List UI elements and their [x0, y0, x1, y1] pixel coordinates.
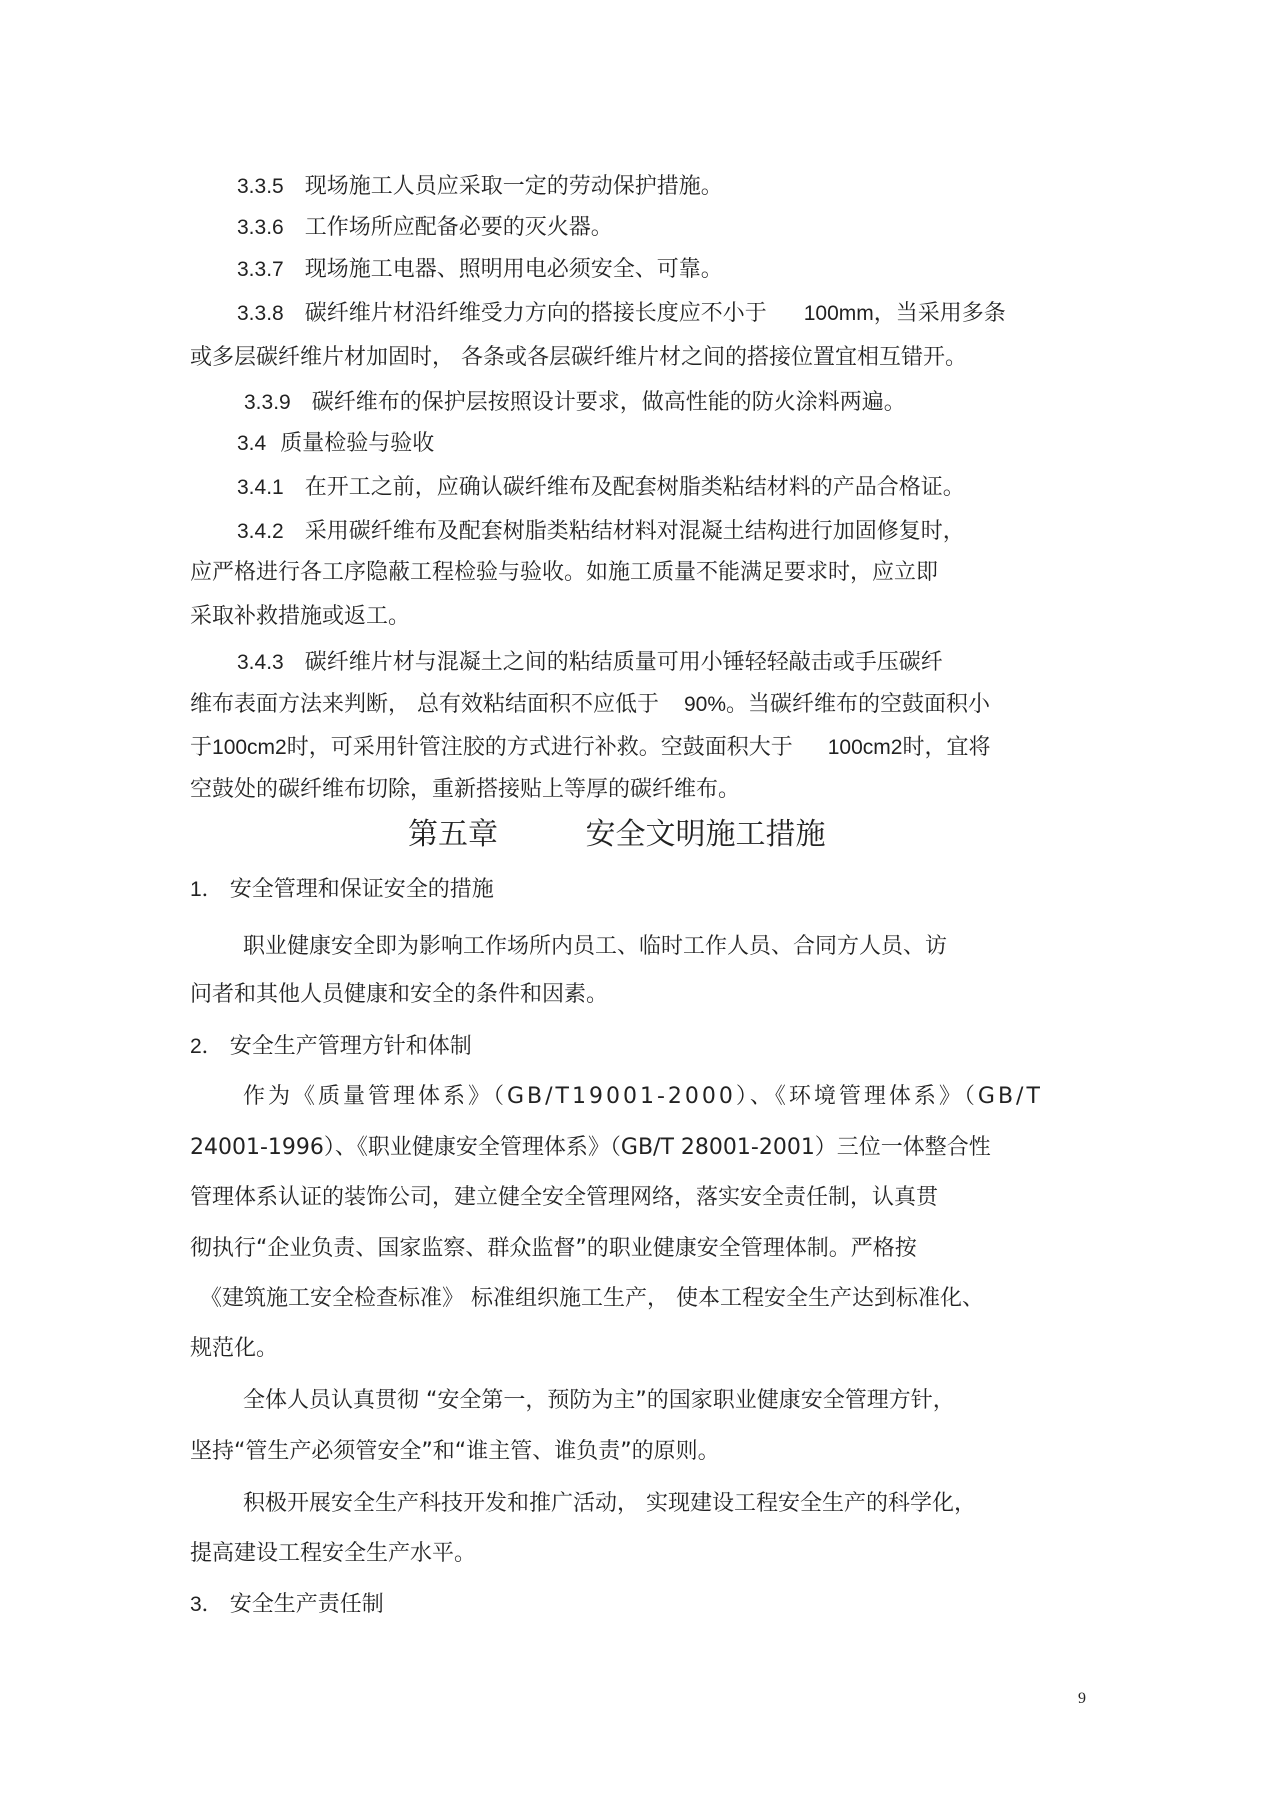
- clause-text: 现场施工电器、照明用电必须安全、可靠。: [304, 257, 723, 282]
- paragraph-2-line-2: 24001-1996）、《职业健康安全管理体系》（GB/T 28001-2001）三位一体整合性: [190, 1135, 991, 1160]
- clause-text: 碳纤维片材沿纤维受力方向的搭接长度应不小于: [304, 301, 767, 326]
- section-number: 1．: [190, 878, 223, 901]
- paragraph-1-line-1: 职业健康安全即为影响工作场所内员工、临时工作人员、合同方人员、访: [243, 934, 948, 959]
- clause-text: 于: [190, 735, 213, 760]
- clause-text: 在开工之前，应确认碳纤维布及配套树脂类粘结材料的产品合格证。: [304, 475, 965, 500]
- clause-3-3-8-cont: 或多层碳纤维片材加固时， 各条或各层碳纤维片材之间的搭接位置宜相互错开。: [190, 345, 967, 370]
- clause-number: 3.3.9: [244, 391, 291, 414]
- paragraph-2-line-1: 作为《质量管理体系》（GB/T19001-2000）、《环境管理体系》（GB/T: [243, 1084, 1043, 1109]
- section-number: 3．: [190, 1593, 223, 1616]
- paragraph-3-line-2: 坚持“管生产必须管安全”和“谁主管、谁负责”的原则。: [190, 1439, 720, 1464]
- clause-3-4-3-cont-3: 空鼓处的碳纤维布切除，重新搭接贴上等厚的碳纤维布。: [190, 777, 741, 802]
- clause-number: 3.4.3: [237, 651, 284, 674]
- section-number: 3.4: [237, 432, 267, 455]
- clause-text: 碳纤维片材与混凝土之间的粘结质量可用小锤轻轻敲击或手压碳纤: [304, 650, 943, 675]
- clause-3-3-6: [237, 213, 613, 243]
- clause-text: 碳纤维布的保护层按照设计要求，做高性能的防火涂料两遍。: [311, 390, 906, 415]
- clause-text-cont: 。当碳纤维布的空鼓面积小: [726, 692, 991, 717]
- clause-3-3-5: [237, 172, 723, 202]
- section-3-heading: [190, 1590, 384, 1620]
- section-1-heading: [190, 875, 494, 905]
- paragraph-2-line-4: 彻执行“企业负责、国家监察、群众监督”的职业健康安全管理体制。严格按: [190, 1236, 917, 1261]
- section-3-4: [237, 429, 434, 459]
- clause-3-4-1: [237, 473, 965, 503]
- page-number: 9: [1078, 1690, 1086, 1707]
- clause-value: 100cm2: [212, 736, 287, 759]
- clause-3-4-2-cont-2: 采取补救措施或返工。: [190, 604, 411, 629]
- paragraph-2-line-5: 《建筑施工安全检查标准》 标准组织施工生产， 使本工程安全生产达到标准化、: [200, 1286, 984, 1311]
- clause-value: 90%: [684, 693, 727, 716]
- clause-text: 采用碳纤维布及配套树脂类粘结材料对混凝土结构进行加固修复时，: [304, 519, 965, 544]
- section-title: 安全管理和保证安全的措施: [229, 877, 494, 902]
- clause-text: 工作场所应配备必要的灭火器。: [304, 215, 613, 240]
- clause-number: 3.3.7: [237, 258, 284, 281]
- section-title: 安全生产管理方针和体制: [229, 1034, 472, 1059]
- section-title: 质量检验与验收: [280, 431, 435, 456]
- clause-3-4-2: [237, 517, 965, 547]
- clause-text: 维布表面方法来判断， 总有效粘结面积不应低于: [190, 692, 659, 717]
- clause-number: 3.3.6: [237, 216, 284, 239]
- chapter-title: 安全文明施工措施: [585, 817, 826, 852]
- section-number: 2．: [190, 1035, 223, 1058]
- clause-value: 100mm: [803, 302, 874, 325]
- section-2-heading: [190, 1032, 472, 1062]
- clause-3-4-2-cont-1: 应严格进行各工序隐蔽工程检验与验收。如施工质量不能满足要求时，应立即: [190, 560, 939, 585]
- clause-3-3-7: [237, 255, 723, 285]
- clause-3-4-3: [237, 648, 943, 678]
- paragraph-1-line-2: 问者和其他人员健康和安全的条件和因素。: [190, 982, 609, 1007]
- clause-value-2: 100cm2: [827, 736, 903, 759]
- section-title: 安全生产责任制: [229, 1592, 384, 1617]
- clause-3-4-3-cont-1: [190, 690, 990, 720]
- clause-3-4-3-cont-2: [190, 733, 990, 763]
- clause-text: 现场施工人员应采取一定的劳动保护措施。: [304, 174, 723, 199]
- paragraph-3-line-1: 全体人员认真贯彻 “安全第一，预防为主”的国家职业健康安全管理方针，: [243, 1388, 955, 1413]
- clause-text-cont: ，当采用多条: [873, 301, 1006, 326]
- clause-number: 3.3.8: [237, 302, 284, 325]
- paragraph-2-line-6: 规范化。: [190, 1336, 279, 1361]
- clause-number: 3.4.1: [237, 476, 284, 499]
- clause-text-cont: 时，可采用针管注胶的方式进行补救。空鼓面积大于: [286, 735, 793, 760]
- clause-text-end: 时，宜将: [902, 735, 991, 760]
- clause-number: 3.3.5: [237, 175, 284, 198]
- clause-number: 3.4.2: [237, 520, 284, 543]
- paragraph-4-line-2: 提高建设工程安全生产水平。: [190, 1541, 477, 1566]
- chapter-label: 第五章: [408, 817, 498, 852]
- chapter-heading: [408, 815, 826, 855]
- clause-3-3-9: [244, 388, 906, 418]
- paragraph-4-line-1: 积极开展安全生产科技开发和推广活动， 实现建设工程安全生产的科学化，: [243, 1491, 976, 1516]
- paragraph-2-line-3: 管理体系认证的装饰公司，建立健全安全管理网络，落实安全责任制，认真贯: [190, 1185, 939, 1210]
- clause-3-3-8: [237, 299, 1006, 329]
